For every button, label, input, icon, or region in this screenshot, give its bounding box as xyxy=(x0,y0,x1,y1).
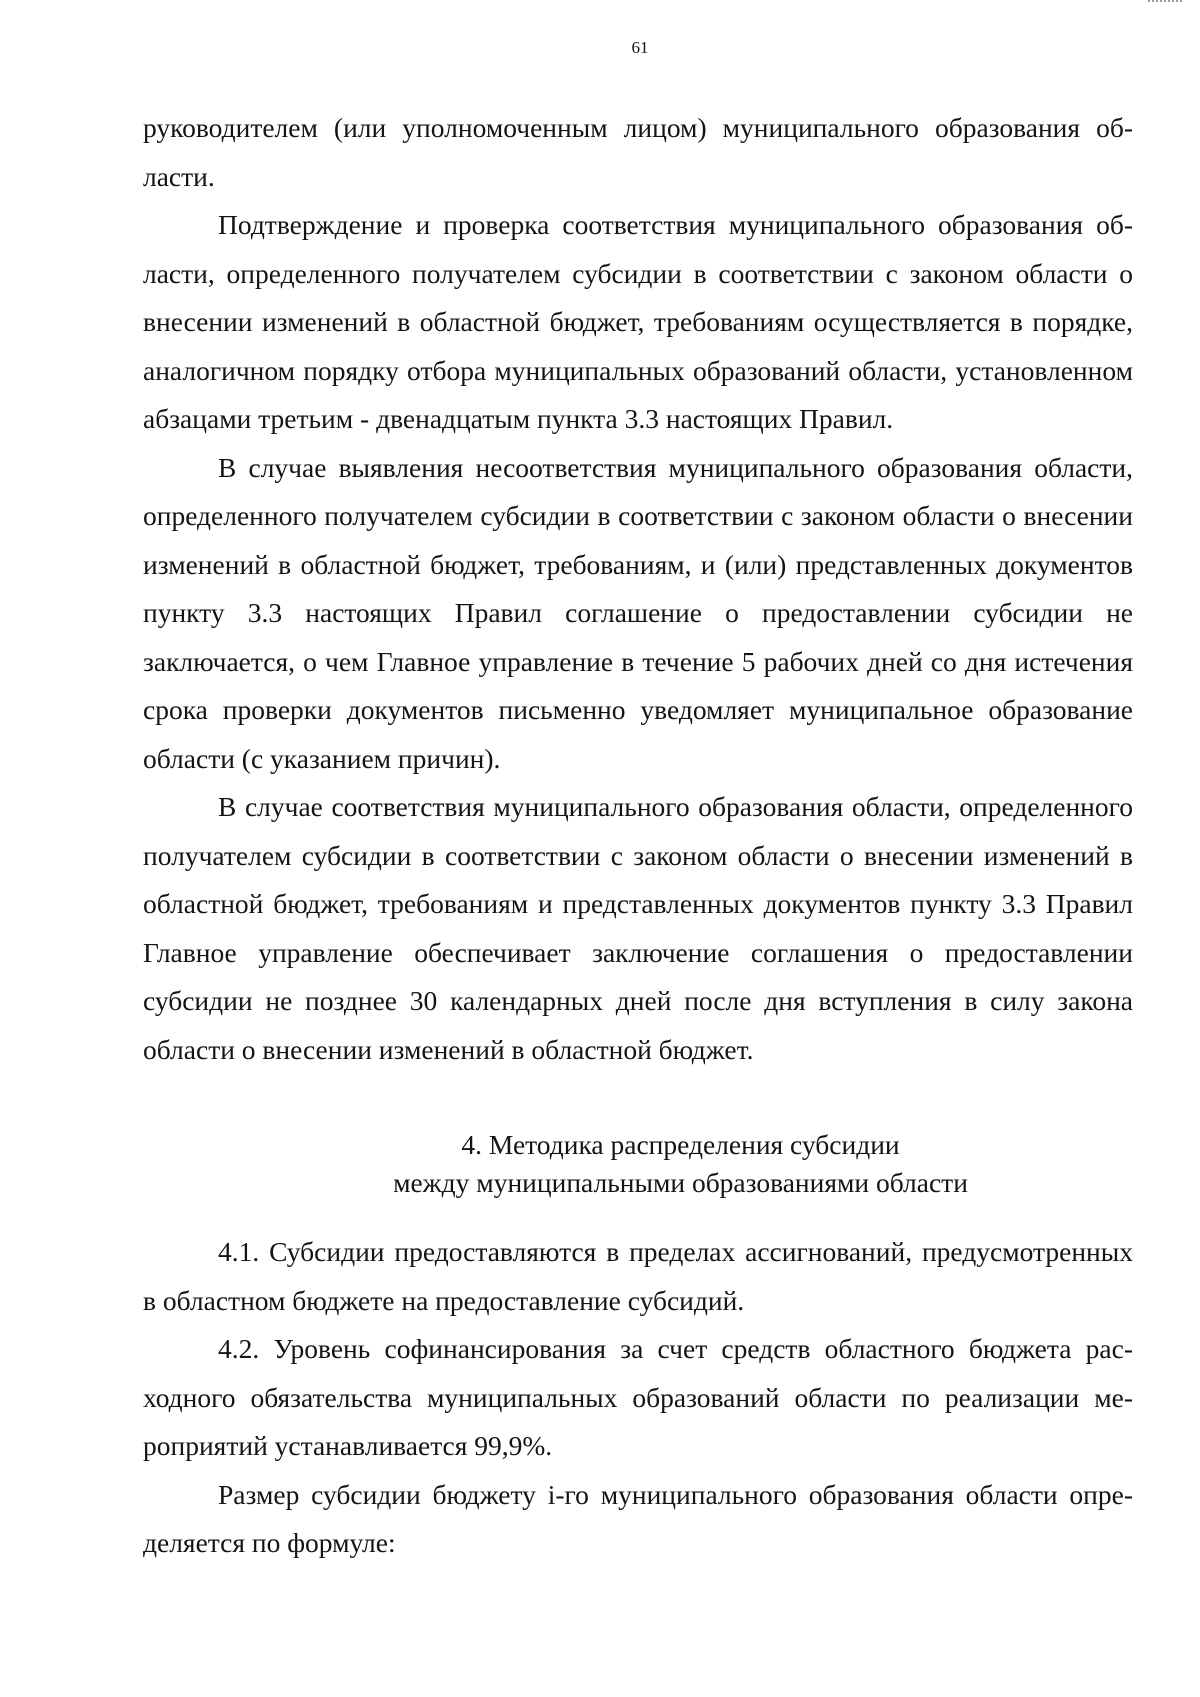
paragraph-continuation: руководителем (или уполномоченным лицом) муниципального образования области. xyxy=(143,112,1133,192)
section-heading xyxy=(143,1126,1133,1202)
document-body xyxy=(143,104,1133,1568)
page-number: 61 xyxy=(631,38,649,57)
paragraph-compliance: В случае соответствия муниципального образования области, определенного получателем субсидии в соответствии с законом области о внесении изменений в областной бюджет, требованиям и представленных документов пункту 3.3 Правил Главное управление обеспечивает заключение соглашения о предоставлении субсидии не позднее 30 календарных дней после дня вступления в силу закона области о внесении изменений в областной бюджет. xyxy=(143,791,1133,1065)
paragraph-4-2: 4.2. Уровень софинансирования за счет средств областного бюджета расходного обязательства муниципальных образований области по реализации мероприятий устанавливается 99,9%. xyxy=(143,1333,1133,1461)
paragraph-noncompliance: В случае выявления несоответствия муниципального образования области, определенного получателем субсидии в соответствии с законом области о внесении изменений в областной бюджет, требованиям, и (или) представленных документов пункту 3.3 настоящих Правил соглашение о предоставлении субсидии не заключается, о чем Главное управление в течение 5 рабочих дней со дня истечения срока проверки документов письменно уведомляет муниципальное образование области (с указанием причин). xyxy=(143,451,1133,774)
paragraph-formula-intro: Размер субсидии бюджету i-го муниципального образования области определяется по формуле: xyxy=(143,1478,1133,1558)
corner-mark xyxy=(1148,0,1182,5)
paragraph-4-1: 4.1. Субсидии предоставляются в пределах ассигнований, предусмотренных в областном бюджете на предоставление субсидий. xyxy=(143,1236,1133,1316)
section-heading-line-1: 4. Методика распределения субсидии xyxy=(461,1129,900,1160)
section-heading-line-2: между муниципальными образованиями области xyxy=(393,1167,968,1198)
paragraph-verification: Подтверждение и проверка соответствия муниципального образования области, определенного получателем субсидии в соответствии с законом области о внесении изменений в областной бюджет, требованиям осуществляется в порядке, аналогичном порядку отбора муниципальных образований области, установленном абзацами третьим - двенадцатым пункта 3.3 настоящих Правил. xyxy=(143,209,1133,434)
